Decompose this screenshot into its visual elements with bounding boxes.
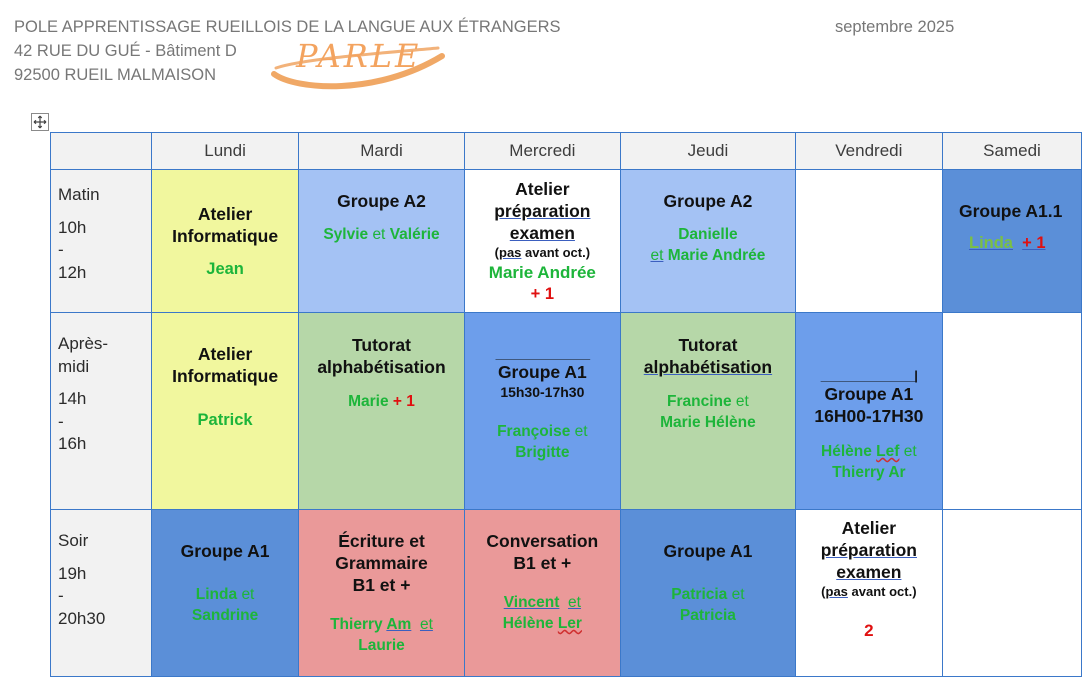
svg-text:PARLE: PARLE (296, 37, 422, 75)
org-name: POLE APPRENTISSAGE RUEILLOIS DE LA LANGUE AUX ÉTRANGERS (14, 18, 561, 36)
row-header-soir: Soir 19h - 20h30 (51, 510, 152, 677)
cell-matin-jeudi[interactable]: Groupe A2 Danielle et Marie Andrée (621, 170, 796, 313)
cell-soir-vendredi[interactable]: Atelier préparation examen (pas avant oct.) 2 (795, 510, 942, 677)
cell-soir-samedi[interactable] (942, 510, 1081, 677)
day-header-mardi: Mardi (299, 133, 464, 170)
parle-logo (266, 34, 446, 96)
cell-soir-lundi[interactable]: Groupe A1 Linda et Sandrine (151, 510, 299, 677)
day-header-samedi: Samedi (942, 133, 1081, 170)
org-city: 92500 RUEIL MALMAISON (14, 66, 217, 84)
cell-soir-mercredi[interactable]: Conversation B1 et + Vincent et Hélène Ler (464, 510, 621, 677)
cell-matin-lundi[interactable]: Atelier Informatique Jean (151, 170, 299, 313)
cell-apres-mardi[interactable]: Tutorat alphabétisation Marie + 1 (299, 313, 464, 510)
org-address: 42 RUE DU GUÉ - Bâtiment D (14, 42, 237, 60)
cell-matin-mardi[interactable]: Groupe A2 Sylvie et Valérie (299, 170, 464, 313)
cell-soir-mardi[interactable]: Écriture et Grammaire B1 et + Thierry Am et Laurie (299, 510, 464, 677)
day-header-mercredi: Mercredi (464, 133, 621, 170)
cell-apres-vendredi[interactable]: _______________| Groupe A1 16H00-17H30 Hélène Lef et Thierry Ar (795, 313, 942, 510)
day-header-lundi: Lundi (151, 133, 299, 170)
cell-soir-jeudi[interactable]: Groupe A1 Patricia et Patricia (621, 510, 796, 677)
cell-apres-mercredi[interactable]: _______________ Groupe A1 15h30-17h30 Françoise et Brigitte (464, 313, 621, 510)
corner-cell (51, 133, 152, 170)
row-header-matin: Matin 10h - 12h (51, 170, 152, 313)
day-header-vendredi: Vendredi (795, 133, 942, 170)
cell-matin-vendredi[interactable] (795, 170, 942, 313)
cell-matin-samedi[interactable]: Groupe A1.1 Linda + 1 (942, 170, 1081, 313)
day-header-jeudi: Jeudi (621, 133, 796, 170)
weekly-schedule-table (50, 132, 1082, 677)
row-header-apres-midi: Après- midi 14h - 16h (51, 313, 152, 510)
cell-apres-samedi[interactable] (942, 313, 1081, 510)
cell-apres-lundi[interactable]: Atelier Informatique Patrick (151, 313, 299, 510)
table-move-handle-icon[interactable] (31, 113, 49, 131)
cell-matin-mercredi[interactable]: Atelier préparation examen (pas avant oct.) Marie Andrée + 1 (464, 170, 621, 313)
cell-apres-jeudi[interactable]: Tutorat alphabétisation Francine et Marie Hélène (621, 313, 796, 510)
month-label: septembre 2025 (835, 18, 955, 36)
